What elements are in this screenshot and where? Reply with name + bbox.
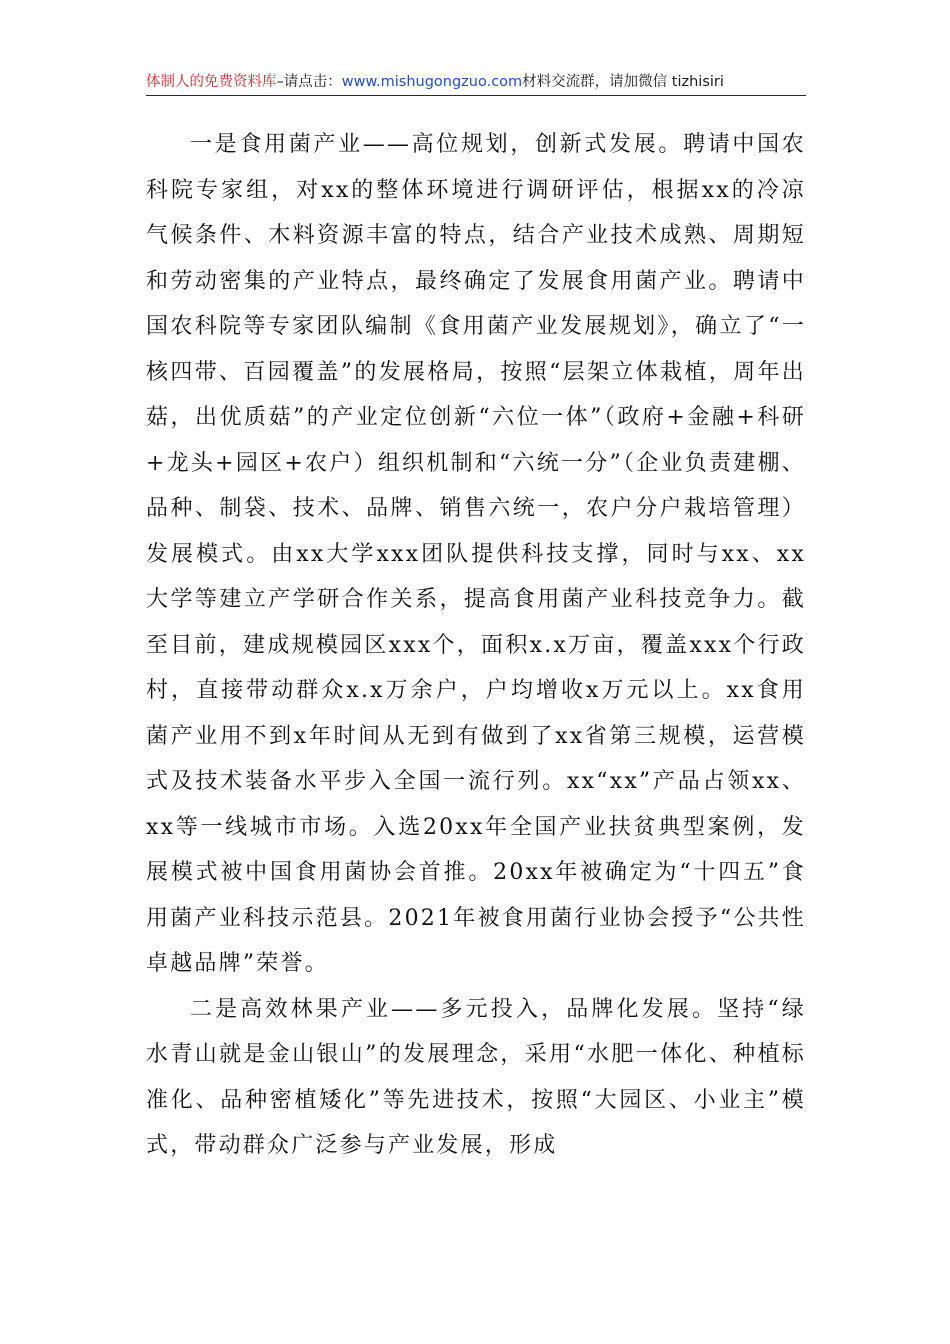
paragraph-edible-fungi: 一是食用菌产业——高位规划，创新式发展。聘请中国农科院专家组，对xx的整体环境进行调研评估，根据xx的冷凉气候条件、木料资源丰富的特点，结合产业技术成熟、周期短和劳动密集的产业特点，最终确定了发展食用菌产业。聘请中国农科院等专家团队编制《食用菌产业发展规划》，确立了“一核四带、百园覆盖”的发展格局，按照“层架立体栽植，周年出菇，出优质菇”的产业定位创新“六位一体”（政府+金融+科研+龙头+园区+农户）组织机制和“六统一分”（企业负责建棚、品种、制袋、技术、品牌、销售六统一，农户分户栽培管理）发展模式。由xx大学xxx团队提供科技支撑，同时与xx、xx大学等建立产学研合作关系，提高食用菌产业科技竞争力。截至目前，建成规模园区xxx个，面积x.x万亩，覆盖xxx个行政村，直接带动群众x.x万余户，户均增收x万元以上。xx食用菌产业用不到x年时间从无到有做到了xx省第三规模，运营模式及技术装备水平步入全国一流行列。xx“xx”产品占领xx、xx等一线城市市场。入选20xx年全国产业扶贫典型案例，发展模式被中国食用菌协会首推。20xx年被确定为“十四五”食用菌产业科技示范县。2021年被食用菌行业协会授予“公共性卓越品牌”荣誉。 — [146, 132, 806, 976]
document-body — [146, 122, 806, 1169]
header-tail: 材料交流群，请加微信 tizhisiri — [522, 74, 724, 90]
page-header — [146, 70, 806, 94]
header-brand[interactable]: 体制人的免费资料库 — [146, 74, 277, 90]
header-divider — [146, 95, 806, 96]
paragraph-forest-fruit: 二是高效林果产业——多元投入，品牌化发展。坚持“绿水青山就是金山银山”的发展理念，采用“水肥一体化、种植标准化、品种密植矮化”等先进技术，按照“大园区、小业主”模式，带动群众广泛参与产业发展，形成 — [146, 996, 806, 1158]
header-prompt: –请点击： — [276, 74, 342, 90]
header-url-link[interactable]: www.mishugongzuo.com — [341, 74, 523, 90]
